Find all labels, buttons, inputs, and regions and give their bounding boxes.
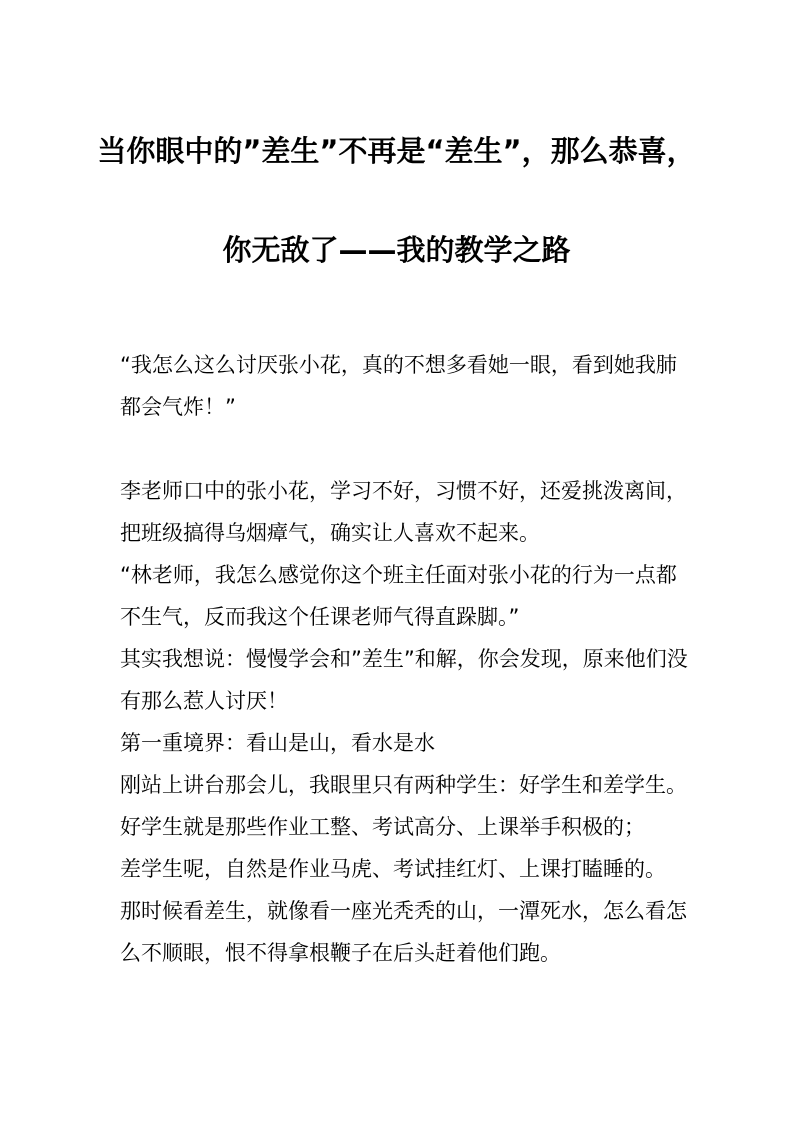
section-heading-first-realm: 第一重境界：看山是山，看水是水 [120,731,435,755]
paragraph-mountain-metaphor: 那时候看差生，就像看一座光秃秃的山，一潭死水，怎么看怎么不顺眼，恨不得拿根鞭子在后头赶着他们跑。 [120,899,687,965]
document-title-line-2: 你无敌了——我的教学之路 [222,233,571,267]
document-body [120,344,690,974]
paragraph-reconcile: 其实我想说：慢慢学会和”差生”和解，你会发现，原来他们没有那么惹人讨厌！ [120,647,688,713]
paragraph-teacher-description: 李老师口中的张小花，学习不好，习惯不好，还爱挑泼离间，把班级搞得乌烟瘴气，确实让人喜欢不起来。 [120,479,687,545]
paragraph-poor-students: 差学生呢，自然是作业马虎、考试挂红灯、上课打瞌睡的。 [120,857,666,881]
paragraph-complaint-quote: “我怎么这么讨厌张小花，真的不想多看她一眼，看到她我肺都会气炸！” [120,353,677,419]
document-title-line-1: 当你眼中的”差生”不再是“差生”，那么恭喜， [97,134,696,168]
paragraph-gap [120,428,690,470]
paragraph-good-students: 好学生就是那些作业工整、考试高分、上课举手积极的； [120,815,645,839]
paragraph-teacher-question: “林老师，我怎么感觉你这个班主任面对张小花的行为一点都不生气，反而我这个任课老师气得直跺脚。” [120,563,677,629]
paragraph-early-days: 刚站上讲台那会儿，我眼里只有两种学生：好学生和差学生。 [120,773,687,797]
